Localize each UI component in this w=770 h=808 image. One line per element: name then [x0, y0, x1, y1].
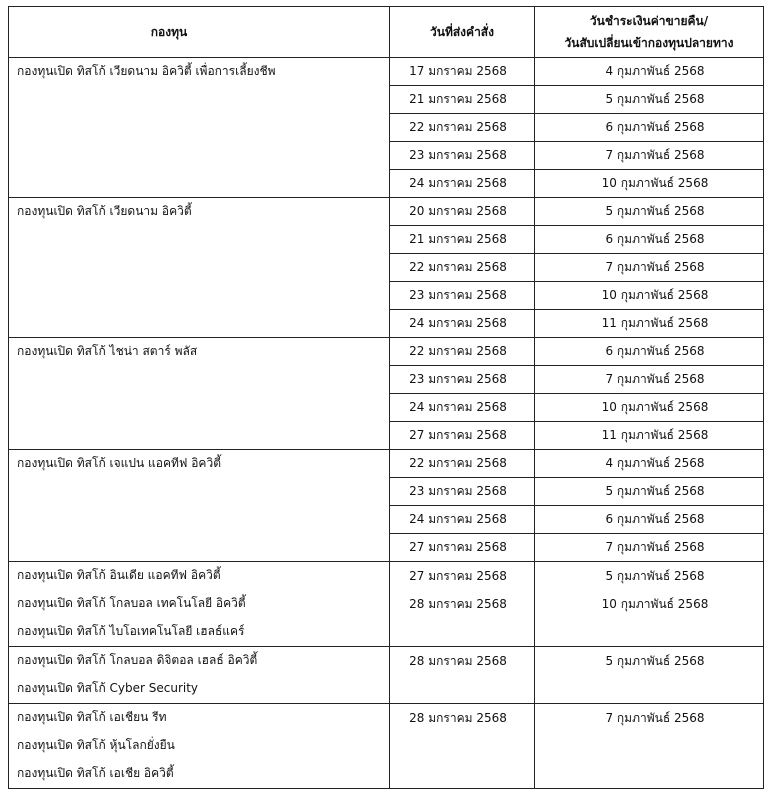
- payment-date: 5 กุมภาพันธ์ 2568: [535, 198, 764, 226]
- table-row: [9, 338, 764, 366]
- payment-date: 11 กุมภาพันธ์ 2568: [535, 310, 764, 338]
- fund-cell: [9, 562, 390, 647]
- fund-name: กองทุนเปิด ทิสโก้ เวียดนาม อิควิตี้: [17, 204, 192, 218]
- order-date: 27 มกราคม 2568: [409, 569, 507, 583]
- payment-date: 6 กุมภาพันธ์ 2568: [535, 226, 764, 254]
- payment-date: 5 กุมภาพันธ์ 2568: [605, 569, 705, 583]
- header-payment-line2: วันสับเปลี่ยนเข้ากองทุนปลายทาง: [564, 36, 734, 50]
- payment-date-cell: [535, 647, 764, 704]
- order-date: 28 มกราคม 2568: [409, 654, 507, 668]
- payment-date: 5 กุมภาพันธ์ 2568: [535, 478, 764, 506]
- table-header-row: [9, 7, 764, 58]
- payment-date: 6 กุมภาพันธ์ 2568: [535, 506, 764, 534]
- table-row: [9, 704, 764, 789]
- table-row: [9, 562, 764, 647]
- payment-date: 5 กุมภาพันธ์ 2568: [605, 654, 705, 668]
- order-date-cell: [390, 704, 535, 789]
- fund-name: กองทุนเปิด ทิสโก้ อินเดีย แอคทีฟ อิควิตี้: [17, 568, 221, 582]
- payment-date: 6 กุมภาพันธ์ 2568: [535, 338, 764, 366]
- order-date: 22 มกราคม 2568: [390, 450, 535, 478]
- payment-date-cell: [535, 704, 764, 789]
- order-date: 28 มกราคม 2568: [409, 711, 507, 725]
- order-date: 20 มกราคม 2568: [390, 198, 535, 226]
- payment-date: 10 กุมภาพันธ์ 2568: [535, 282, 764, 310]
- fund-name: กองทุนเปิด ทิสโก้ หุ้นโลกยั่งยืน: [17, 738, 175, 752]
- order-date-cell: [390, 647, 535, 704]
- fund-cell: [9, 58, 390, 198]
- order-date: 23 มกราคม 2568: [390, 366, 535, 394]
- fund-name: กองทุนเปิด ทิสโก้ เวียดนาม อิควิตี้ เพื่อการเลี้ยงชีพ: [17, 64, 276, 78]
- order-date: 17 มกราคม 2568: [390, 58, 535, 86]
- fund-cell: [9, 704, 390, 789]
- order-date: 27 มกราคม 2568: [390, 534, 535, 562]
- payment-date-cell: [535, 562, 764, 647]
- payment-date: 5 กุมภาพันธ์ 2568: [535, 86, 764, 114]
- table-row: [9, 647, 764, 704]
- payment-date: 7 กุมภาพันธ์ 2568: [535, 366, 764, 394]
- fund-cell: [9, 198, 390, 338]
- order-date: 22 มกราคม 2568: [390, 114, 535, 142]
- order-date: 24 มกราคม 2568: [390, 394, 535, 422]
- payment-date: 4 กุมภาพันธ์ 2568: [535, 58, 764, 86]
- header-order-date: วันที่ส่งคำสั่ง: [390, 7, 535, 58]
- order-date-cell: [390, 562, 535, 647]
- order-date: 24 มกราคม 2568: [390, 310, 535, 338]
- order-date: 22 มกราคม 2568: [390, 338, 535, 366]
- fund-name: กองทุนเปิด ทิสโก้ เอเชียน รีท: [17, 710, 167, 724]
- order-date: 23 มกราคม 2568: [390, 478, 535, 506]
- order-date: 23 มกราคม 2568: [390, 142, 535, 170]
- order-date: 23 มกราคม 2568: [390, 282, 535, 310]
- order-date: 21 มกราคม 2568: [390, 226, 535, 254]
- fund-cell: [9, 647, 390, 704]
- order-date: 28 มกราคม 2568: [409, 597, 507, 611]
- header-fund: กองทุน: [9, 7, 390, 58]
- order-date: 24 มกราคม 2568: [390, 170, 535, 198]
- fund-name: กองทุนเปิด ทิสโก้ เอเชีย อิควิตี้: [17, 766, 174, 780]
- payment-date: 6 กุมภาพันธ์ 2568: [535, 114, 764, 142]
- header-payment-line1: วันชำระเงินค่าขายคืน/: [589, 14, 709, 28]
- header-payment-date: [535, 7, 764, 58]
- payment-date: 10 กุมภาพันธ์ 2568: [535, 170, 764, 198]
- fund-name: กองทุนเปิด ทิสโก้ ไบโอเทคโนโลยี เฮลธ์แคร์: [17, 624, 245, 638]
- fund-name: กองทุนเปิด ทิสโก้ Cyber Security: [17, 681, 199, 695]
- fund-name: กองทุนเปิด ทิสโก้ โกลบอล ดิจิตอล เฮลธ์ อิควิตี้: [17, 653, 258, 667]
- table-row: [9, 198, 764, 226]
- table-row: [9, 450, 764, 478]
- order-date: 22 มกราคม 2568: [390, 254, 535, 282]
- payment-date: 7 กุมภาพันธ์ 2568: [535, 534, 764, 562]
- fund-name: กองทุนเปิด ทิสโก้ เจแปน แอคทีฟ อิควิตี้: [17, 456, 221, 470]
- fund-cell: [9, 338, 390, 450]
- payment-date: 7 กุมภาพันธ์ 2568: [535, 254, 764, 282]
- payment-date: 11 กุมภาพันธ์ 2568: [535, 422, 764, 450]
- order-date: 27 มกราคม 2568: [390, 422, 535, 450]
- fund-cell: [9, 450, 390, 562]
- payment-date: 10 กุมภาพันธ์ 2568: [601, 597, 709, 611]
- payment-date: 4 กุมภาพันธ์ 2568: [535, 450, 764, 478]
- fund-name: กองทุนเปิด ทิสโก้ โกลบอล เทคโนโลยี อิควิตี้: [17, 596, 246, 610]
- order-date: 21 มกราคม 2568: [390, 86, 535, 114]
- payment-date: 10 กุมภาพันธ์ 2568: [535, 394, 764, 422]
- fund-name: กองทุนเปิด ทิสโก้ ไชน่า สตาร์ พลัส: [17, 344, 198, 358]
- payment-date: 7 กุมภาพันธ์ 2568: [605, 711, 705, 725]
- settlement-schedule-table: [8, 6, 764, 789]
- payment-date: 7 กุมภาพันธ์ 2568: [535, 142, 764, 170]
- order-date: 24 มกราคม 2568: [390, 506, 535, 534]
- table-row: [9, 58, 764, 86]
